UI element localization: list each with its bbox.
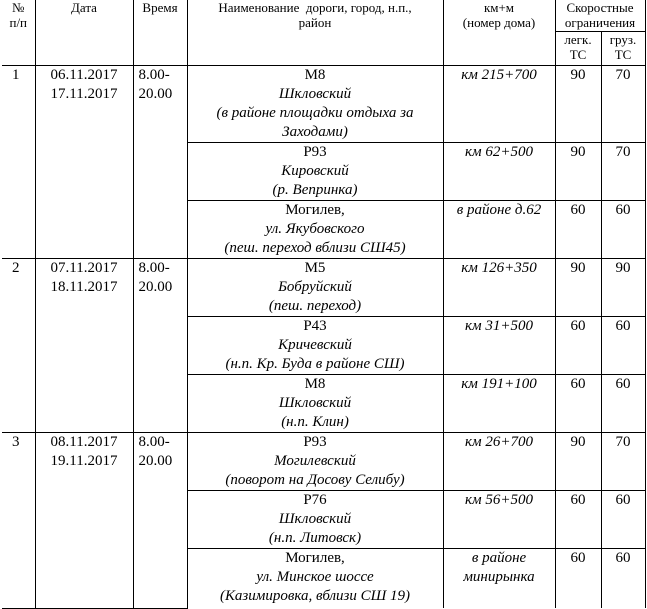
km-marker xyxy=(443,65,555,142)
time-value: 8.00- xyxy=(138,433,170,450)
speed-light: 60 xyxy=(555,490,601,548)
date-range xyxy=(35,432,133,608)
km-marker xyxy=(443,142,555,200)
road-detail: (в районе площадки отдыха за xyxy=(216,104,414,121)
road-detail: (Казимировка, вблизи СШ 19) xyxy=(219,587,411,604)
road-location xyxy=(187,374,443,432)
km-marker xyxy=(443,548,555,608)
time-value: 8.00- xyxy=(138,66,170,83)
time-range xyxy=(133,432,187,608)
row-number: 1 xyxy=(2,65,35,258)
speed-light: 90 xyxy=(555,432,601,490)
speed-truck: 60 xyxy=(601,490,645,548)
road-detail: Бобруйский xyxy=(278,278,352,295)
header-km xyxy=(443,0,555,65)
speed-light: 60 xyxy=(555,200,601,258)
header-road-line-2: район xyxy=(298,15,332,30)
header-speed-limits xyxy=(555,0,645,31)
date-value: 19.11.2017 xyxy=(50,452,118,469)
speed-truck: 60 xyxy=(601,374,645,432)
km-value: км 56+500 xyxy=(465,491,533,508)
speed-truck: 70 xyxy=(601,65,645,142)
speed-light: 90 xyxy=(555,65,601,142)
schedule-body xyxy=(2,65,645,608)
road-code: Могилев, xyxy=(285,201,345,218)
road-location xyxy=(187,65,443,142)
km-marker xyxy=(443,432,555,490)
date-value: 17.11.2017 xyxy=(50,85,118,102)
road-detail: Могилевский xyxy=(274,452,356,469)
road-detail: Шкловский xyxy=(278,85,352,102)
time-range xyxy=(133,258,187,432)
road-detail: (н.п. Клин) xyxy=(281,413,349,430)
row-number: 2 xyxy=(2,258,35,432)
speed-control-schedule-table xyxy=(2,0,646,609)
road-detail: (р. Вепринка) xyxy=(272,181,358,198)
km-value: в районе д.62 xyxy=(456,201,542,218)
header-light-line-2: ТС xyxy=(569,46,587,62)
road-location xyxy=(187,548,443,608)
road-code: М8 xyxy=(304,66,326,83)
header-date: Дата xyxy=(35,0,133,65)
header-number-line-1: № xyxy=(12,0,25,15)
road-location xyxy=(187,142,443,200)
speed-truck: 60 xyxy=(601,200,645,258)
time-value: 20.00 xyxy=(138,278,173,295)
km-value: км 191+100 xyxy=(461,375,537,392)
road-code: Р93 xyxy=(303,143,327,160)
speed-truck: 70 xyxy=(601,142,645,200)
km-value: км 26+700 xyxy=(465,433,533,450)
road-detail: Кричевский xyxy=(278,336,352,353)
date-value: 06.11.2017 xyxy=(50,66,118,83)
road-code: Р76 xyxy=(303,491,327,508)
speed-light: 90 xyxy=(555,142,601,200)
km-value: км 62+500 xyxy=(465,143,533,160)
km-marker xyxy=(443,258,555,316)
km-value: км 31+500 xyxy=(465,317,533,334)
road-detail: (пеш. переход) xyxy=(268,297,362,314)
road-detail: Шкловский xyxy=(278,510,352,527)
km-value: км 126+350 xyxy=(461,259,537,276)
header-light-vehicles xyxy=(555,31,601,65)
header-km-line-2: (номер дома) xyxy=(462,15,536,30)
speed-truck: 90 xyxy=(601,258,645,316)
speed-truck: 60 xyxy=(601,548,645,608)
date-value: 18.11.2017 xyxy=(50,278,118,295)
road-detail: (пеш. переход вблизи СШ45) xyxy=(224,239,406,256)
road-location xyxy=(187,316,443,374)
header-number xyxy=(2,0,35,65)
road-detail: (н.п. Кр. Буда в районе СШ) xyxy=(225,355,405,372)
km-marker xyxy=(443,490,555,548)
road-code: Могилев, xyxy=(285,549,345,566)
time-range xyxy=(133,65,187,258)
road-detail: ул. Минское шоссе xyxy=(256,568,374,585)
road-location xyxy=(187,490,443,548)
speed-light: 60 xyxy=(555,374,601,432)
road-detail: Кировский xyxy=(281,162,349,179)
km-value: минирынка xyxy=(463,568,535,585)
header-speed-line-2: ограничения xyxy=(564,15,636,30)
speed-light: 90 xyxy=(555,258,601,316)
km-value: в районе xyxy=(471,549,527,566)
time-value: 8.00- xyxy=(138,259,170,276)
road-detail: Заходами) xyxy=(282,123,348,140)
road-detail: ул. Якубовского xyxy=(265,220,365,237)
road-code: М8 xyxy=(304,375,326,392)
speed-light: 60 xyxy=(555,316,601,374)
header-light-line-1: легк. xyxy=(564,31,592,47)
table-row xyxy=(2,432,645,490)
road-detail: (поворот на Досову Селибу) xyxy=(225,471,405,488)
speed-truck: 70 xyxy=(601,432,645,490)
date-value: 08.11.2017 xyxy=(50,433,118,450)
km-value: км 215+700 xyxy=(461,66,537,83)
header-trucks xyxy=(601,31,645,65)
speed-truck: 60 xyxy=(601,316,645,374)
header-road xyxy=(187,0,443,65)
header-road-line-1: Наименование дороги, город, н.п., xyxy=(218,0,412,15)
header-km-line-1: км+м xyxy=(483,0,515,15)
km-marker xyxy=(443,316,555,374)
road-detail: (н.п. Литовск) xyxy=(268,529,362,546)
road-location xyxy=(187,200,443,258)
time-value: 20.00 xyxy=(138,452,173,469)
table-row xyxy=(2,258,645,316)
road-code: Р43 xyxy=(303,317,327,334)
date-value: 07.11.2017 xyxy=(50,259,118,276)
header-truck-line-1: груз. xyxy=(609,31,637,47)
road-location xyxy=(187,432,443,490)
km-marker xyxy=(443,200,555,258)
time-value: 20.00 xyxy=(138,85,173,102)
header-time: Время xyxy=(133,0,187,65)
road-code: Р93 xyxy=(303,433,327,450)
header-truck-line-2: ТС xyxy=(614,46,632,62)
date-range xyxy=(35,65,133,258)
speed-light: 60 xyxy=(555,548,601,608)
km-marker xyxy=(443,374,555,432)
header-speed-line-1: Скоростные xyxy=(566,0,634,15)
road-detail: Шкловский xyxy=(278,394,352,411)
road-location xyxy=(187,258,443,316)
header-number-line-2: п/п xyxy=(9,15,28,30)
date-range xyxy=(35,258,133,432)
row-number: 3 xyxy=(2,432,35,608)
table-row xyxy=(2,65,645,142)
road-code: М5 xyxy=(304,259,326,276)
